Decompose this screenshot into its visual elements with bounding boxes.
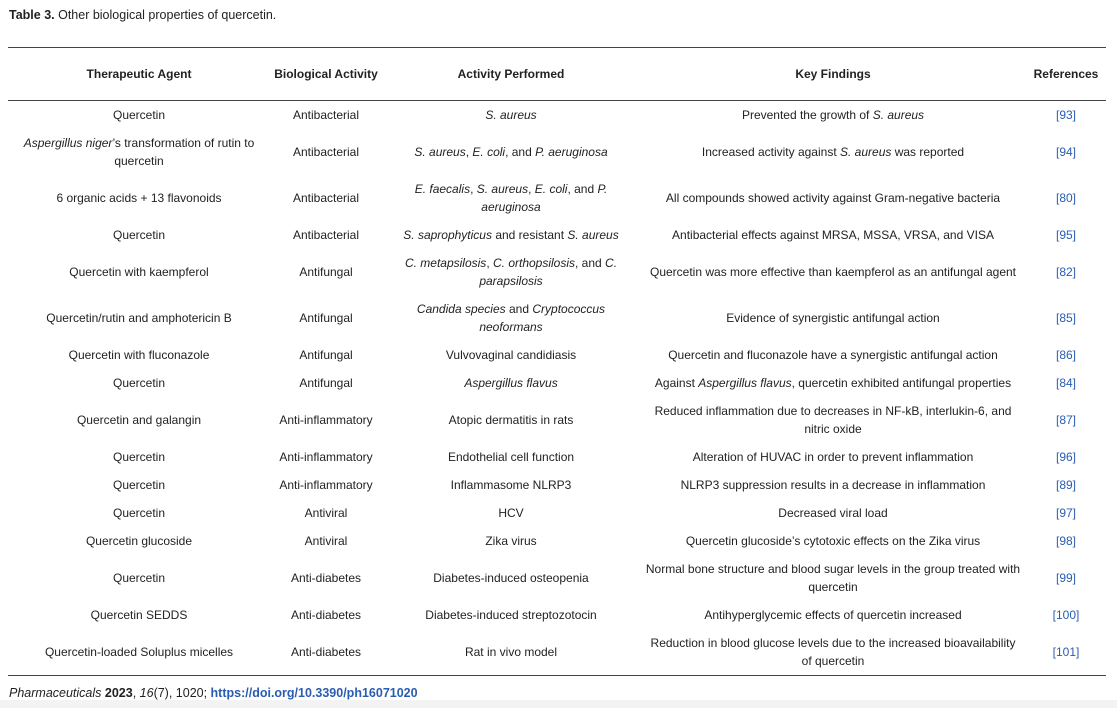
cell-text: , and	[567, 182, 598, 196]
cell-text: Quercetin	[112, 228, 166, 242]
cell-therapeutic-agent	[8, 443, 270, 471]
cell-biological-activity: Antifungal	[299, 376, 353, 390]
citation-separator: ,	[132, 686, 140, 700]
table-row	[8, 341, 1106, 369]
table-title: Other biological properties of quercetin.	[54, 8, 277, 22]
cell-activity-performed	[382, 129, 640, 175]
cell-text: Cryptococcus neoformans	[479, 302, 606, 334]
cell-text: , and	[505, 145, 536, 159]
cell-reference	[1026, 443, 1106, 471]
cell-text: Quercetin	[112, 108, 166, 122]
cell-activity-performed	[382, 527, 640, 555]
cell-text: Quercetin	[112, 376, 166, 390]
cell-text: Increased activity against	[701, 145, 840, 159]
reference-link[interactable]: [101]	[1052, 645, 1080, 659]
cell-biological-activity: Antifungal	[299, 311, 353, 325]
properties-table	[8, 47, 1106, 676]
cell-activity-performed	[382, 499, 640, 527]
cell-key-findings	[640, 601, 1026, 629]
table-row	[8, 249, 1106, 295]
cell-text: Quercetin	[112, 478, 166, 492]
cell-activity-performed	[382, 221, 640, 249]
table-container	[8, 47, 1106, 676]
cell-key-findings	[640, 397, 1026, 443]
table-caption	[9, 8, 276, 22]
cell-therapeutic-agent	[8, 341, 270, 369]
cell-biological-activity: Antiviral	[304, 506, 348, 520]
cell-key-findings	[640, 629, 1026, 676]
table-row	[8, 555, 1106, 601]
cell-biological-activity: Antibacterial	[292, 108, 360, 122]
table-row	[8, 129, 1106, 175]
cell-text: Alteration of HUVAC in order to prevent inflammation	[692, 450, 974, 464]
cell-text: Decreased viral load	[778, 506, 888, 520]
cell-text: S. saprophyticus	[403, 228, 492, 242]
cell-therapeutic-agent	[8, 369, 270, 397]
cell-biological-activity: Antibacterial	[292, 145, 360, 159]
cell-text: E. faecalis	[414, 182, 471, 196]
reference-link[interactable]: [99]	[1055, 571, 1076, 585]
horizontal-scrollbar[interactable]	[0, 700, 1117, 708]
cell-activity-performed	[382, 601, 640, 629]
cell-text: Quercetin	[112, 571, 166, 585]
cell-activity-performed	[382, 471, 640, 499]
cell-activity-performed	[382, 249, 640, 295]
cell-activity-performed	[382, 555, 640, 601]
cell-reference	[1026, 249, 1106, 295]
cell-text: Aspergillus niger	[23, 136, 113, 150]
cell-key-findings	[640, 341, 1026, 369]
cell-key-findings	[640, 295, 1026, 341]
cell-text: Quercetin glucoside	[85, 534, 193, 548]
cell-text: S. aureus	[872, 108, 925, 122]
cell-biological-activity: Anti-inflammatory	[279, 450, 373, 464]
cell-text: Antibacterial effects against MRSA, MSSA, VRSA, and VISA	[672, 228, 994, 242]
table-row	[8, 471, 1106, 499]
header-references: References	[1026, 48, 1106, 101]
cell-text: P. aeruginosa	[535, 145, 608, 159]
cell-text: S. aureus	[840, 145, 892, 159]
cell-text: Atopic dermatitis in rats	[448, 413, 574, 427]
cell-therapeutic-agent	[8, 397, 270, 443]
cell-reference	[1026, 397, 1106, 443]
table-row	[8, 601, 1106, 629]
cell-therapeutic-agent	[8, 175, 270, 221]
header-biological-activity: Biological Activity	[270, 48, 382, 101]
cell-biological-activity: Antifungal	[299, 348, 353, 362]
cell-text: Vulvovaginal candidiasis	[445, 348, 577, 362]
cell-text: ,	[528, 182, 535, 196]
reference-link[interactable]: [98]	[1055, 534, 1076, 548]
cell-text: and	[505, 302, 533, 316]
cell-text: Inflammasome NLRP3	[450, 478, 572, 492]
cell-text: Diabetes-induced streptozotocin	[425, 608, 597, 622]
cell-reference	[1026, 129, 1106, 175]
cell-text: Candida species	[416, 302, 506, 316]
cell-therapeutic-agent	[8, 499, 270, 527]
cell-biological-activity: Antifungal	[299, 265, 353, 279]
cell-text: C. parapsilosis	[479, 256, 618, 288]
cell-text: Aspergillus flavus	[464, 376, 558, 390]
reference-link[interactable]: [96]	[1055, 450, 1076, 464]
table-body	[8, 101, 1106, 676]
cell-reference	[1026, 369, 1106, 397]
cell-text: E. coli	[534, 182, 568, 196]
cell-text: Diabetes-induced osteopenia	[433, 571, 589, 585]
reference-link[interactable]: [95]	[1055, 228, 1076, 242]
reference-link[interactable]: [97]	[1055, 506, 1076, 520]
cell-reference	[1026, 527, 1106, 555]
cell-text: ,	[470, 182, 477, 196]
cell-key-findings	[640, 175, 1026, 221]
cell-text: 6 organic acids + 13 flavonoids	[56, 191, 222, 205]
cell-text: HCV	[498, 506, 524, 520]
cell-activity-performed	[382, 629, 640, 676]
cell-reference	[1026, 555, 1106, 601]
cell-text: Quercetin with fluconazole	[68, 348, 210, 362]
cell-text: Quercetin and fluconazole have a synergistic antifungal action	[668, 348, 998, 362]
cell-text: and resistant	[491, 228, 568, 242]
journal-issue: (7), 1020;	[153, 686, 211, 700]
table-row	[8, 295, 1106, 341]
cell-activity-performed	[382, 443, 640, 471]
reference-link[interactable]: [82]	[1055, 265, 1076, 279]
cell-biological-activity: Anti-diabetes	[270, 629, 382, 676]
cell-text: Reduced inflammation due to decreases in NF-kB, interlukin-6, and nitric oxide	[654, 404, 1012, 436]
cell-therapeutic-agent	[8, 471, 270, 499]
cell-reference	[1026, 601, 1106, 629]
cell-text: P. aeruginosa	[481, 182, 608, 214]
citation-footer	[9, 686, 418, 700]
cell-key-findings	[640, 527, 1026, 555]
table-row	[8, 629, 1106, 676]
cell-therapeutic-agent	[8, 295, 270, 341]
cell-text: Quercetin SEDDS	[90, 608, 188, 622]
cell-activity-performed	[382, 341, 640, 369]
cell-text: S. aureus	[414, 145, 466, 159]
header-therapeutic-agent: Therapeutic Agent	[8, 48, 270, 101]
cell-text: Quercetin	[112, 506, 166, 520]
cell-activity-performed	[382, 175, 640, 221]
cell-text: Aspergillus flavus	[698, 376, 792, 390]
cell-key-findings	[640, 443, 1026, 471]
cell-therapeutic-agent	[8, 601, 270, 629]
cell-activity-performed	[382, 369, 640, 397]
table-label: Table 3.	[9, 8, 55, 22]
reference-link[interactable]: [80]	[1055, 191, 1076, 205]
cell-therapeutic-agent	[8, 129, 270, 175]
cell-text: Prevented the growth of	[741, 108, 873, 122]
cell-text: Quercetin and galangin	[76, 413, 202, 427]
cell-activity-performed	[382, 397, 640, 443]
table-row	[8, 101, 1106, 130]
reference-link[interactable]: [87]	[1055, 413, 1076, 427]
cell-text: Evidence of synergistic antifungal action	[726, 311, 940, 325]
cell-reference	[1026, 175, 1106, 221]
cell-biological-activity: Antibacterial	[292, 228, 360, 242]
cell-reference	[1026, 629, 1106, 676]
cell-text: Endothelial cell function	[447, 450, 575, 464]
cell-text: Rat in vivo model	[464, 645, 558, 659]
cell-text: ,	[486, 256, 493, 270]
cell-biological-activity: Antiviral	[304, 534, 348, 548]
reference-link[interactable]: [100]	[1052, 608, 1080, 622]
cell-text: ’s transformation of rutin to quercetin	[112, 136, 255, 168]
cell-reference	[1026, 471, 1106, 499]
cell-reference	[1026, 295, 1106, 341]
cell-key-findings	[640, 249, 1026, 295]
reference-link[interactable]: [84]	[1055, 376, 1076, 390]
cell-text: Quercetin glucoside’s cytotoxic effects on the Zika virus	[685, 534, 981, 548]
cell-reference	[1026, 499, 1106, 527]
cell-text: Quercetin was more effective than kaempferol as an antifungal agent	[650, 265, 1016, 279]
cell-key-findings	[640, 555, 1026, 601]
reference-link[interactable]: [86]	[1055, 348, 1076, 362]
cell-key-findings	[640, 471, 1026, 499]
cell-therapeutic-agent	[8, 555, 270, 601]
cell-key-findings	[640, 499, 1026, 527]
cell-text: Quercetin/rutin and amphotericin B	[46, 311, 232, 325]
cell-reference	[1026, 221, 1106, 249]
cell-text: NLRP3 suppression results in a decrease in inflammation	[680, 478, 986, 492]
cell-text: Antihyperglycemic effects of quercetin increased	[704, 608, 962, 622]
cell-text: S. aureus	[485, 108, 537, 122]
cell-key-findings	[640, 101, 1026, 130]
reference-link[interactable]: [93]	[1055, 108, 1076, 122]
cell-text: ,	[465, 145, 473, 159]
table-row	[8, 527, 1106, 555]
cell-text: Reduction in blood glucose levels due to the increased bioavailability of quercetin	[650, 636, 1016, 668]
cell-text: C. orthopsilosis	[492, 256, 576, 270]
table-row	[8, 443, 1106, 471]
header-key-findings: Key Findings	[640, 48, 1026, 101]
cell-activity-performed	[382, 101, 640, 130]
table-row	[8, 369, 1106, 397]
journal-name: Pharmaceuticals	[9, 686, 102, 700]
cell-text: , and	[575, 256, 606, 270]
cell-text: Zika virus	[485, 534, 537, 548]
table-row	[8, 499, 1106, 527]
cell-text: Quercetin-loaded Soluplus micelles	[44, 645, 234, 659]
cell-activity-performed	[382, 295, 640, 341]
cell-text: Quercetin with kaempferol	[69, 265, 209, 279]
cell-reference	[1026, 101, 1106, 130]
cell-therapeutic-agent	[8, 527, 270, 555]
cell-biological-activity: Anti-inflammatory	[279, 413, 373, 427]
header-activity-performed: Activity Performed	[382, 48, 640, 101]
header-row	[8, 48, 1106, 101]
journal-volume: 16	[139, 686, 154, 700]
cell-biological-activity: Anti-diabetes	[290, 571, 362, 585]
cell-text: C. metapsilosis	[404, 256, 487, 270]
cell-text: Against	[654, 376, 699, 390]
cell-text: Quercetin	[112, 450, 166, 464]
cell-biological-activity: Antibacterial	[292, 191, 360, 205]
cell-reference	[1026, 341, 1106, 369]
cell-text: , quercetin exhibited antifungal properties	[791, 376, 1012, 390]
table-row	[8, 175, 1106, 221]
cell-text: All compounds showed activity against Gram-negative bacteria	[665, 191, 1001, 205]
doi-link[interactable]: https://doi.org/10.3390/ph16071020	[210, 686, 418, 700]
table-row	[8, 221, 1106, 249]
journal-year: 2023	[104, 686, 133, 700]
cell-key-findings	[640, 129, 1026, 175]
cell-biological-activity: Anti-inflammatory	[279, 478, 373, 492]
cell-text: S. aureus	[567, 228, 619, 242]
cell-therapeutic-agent	[8, 101, 270, 130]
cell-biological-activity: Anti-diabetes	[290, 608, 362, 622]
cell-text: E. coli	[472, 145, 506, 159]
cell-key-findings	[640, 221, 1026, 249]
reference-link[interactable]: [85]	[1055, 311, 1076, 325]
cell-key-findings	[640, 369, 1026, 397]
cell-text: S. aureus	[476, 182, 529, 196]
table-row	[8, 397, 1106, 443]
cell-therapeutic-agent	[8, 629, 270, 676]
cell-therapeutic-agent	[8, 249, 270, 295]
cell-text: was reported	[891, 145, 965, 159]
reference-link[interactable]: [89]	[1055, 478, 1076, 492]
cell-therapeutic-agent	[8, 221, 270, 249]
cell-text: Normal bone structure and blood sugar levels in the group treated with quercetin	[645, 562, 1021, 594]
reference-link[interactable]: [94]	[1055, 145, 1076, 159]
